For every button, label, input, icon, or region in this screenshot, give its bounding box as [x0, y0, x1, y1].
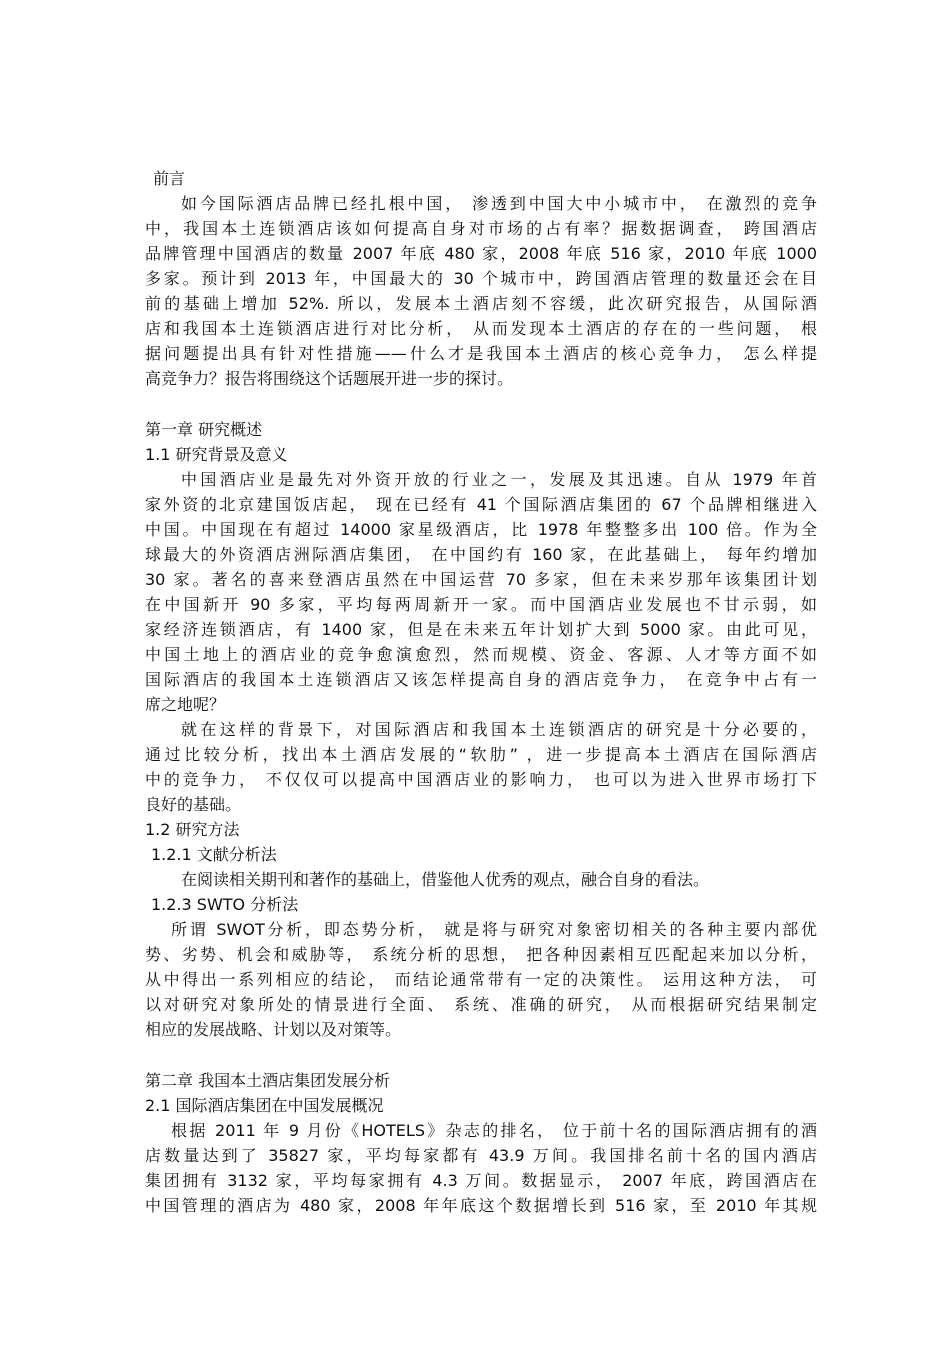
preface-line: 店和我国本土连锁酒店进行对比分析， 从而发现本土酒店的存在的一些问题， 根 — [145, 319, 817, 338]
section-heading: 1.2 研究方法 — [145, 820, 240, 839]
chapter-heading: 第二章 我国本土酒店集团发展分析 — [145, 1071, 391, 1090]
paragraph-line: 国际酒店的我国本土连锁酒店又该怎样提高自身的酒店竞争力， 在竞争中占有一 — [145, 670, 817, 689]
preface-line: 高竞争力？报告将围绕这个话题展开进一步的探讨。 — [145, 369, 514, 388]
preface-line: 据问题提出具有针对性措施——什么才是我国本土酒店的核心竞争力， 怎么样提 — [145, 344, 817, 363]
subsection-heading: 1.2.3 SWTO 分析法 — [151, 895, 299, 914]
paragraph-line: 店数量达到了 35827 家，平均每家都有 43.9 万间。我国排名前十名的国内酒店 — [145, 1146, 817, 1165]
preface-line: 中，我国本土连锁酒店该如何提高自身对市场的占有率？据数据调查， 跨国酒店 — [145, 219, 817, 238]
paragraph-line: 通过比较分析，找出本土酒店发展的“软肋” ，进一步提高本土酒店在国际酒店 — [145, 745, 817, 764]
paragraph-line: 就在这样的背景下，对国际酒店和我国本土连锁酒店的研究是十分必要的， — [181, 720, 817, 739]
paragraph-line: 在阅读相关期刊和著作的基础上，借鉴他人优秀的观点，融合自身的看法。 — [181, 870, 710, 889]
paragraph-line: 以对研究对象所处的情景进行全面、 系统、准确的研究， 从而根据研究结果制定 — [145, 995, 817, 1014]
paragraph-line: 所谓 SWOT分析，即态势分析， 就是将与研究对象密切相关的各种主要内部优 — [171, 920, 817, 939]
paragraph-line: 席之地呢？ — [145, 695, 226, 714]
preface-heading: 前言 — [153, 169, 186, 188]
paragraph-line: 中国管理的酒店为 480 家，2008 年年底这个数据增长到 516 家，至 2010 年其规 — [145, 1196, 817, 1215]
paragraph-line: 在中国新开 90 多家，平均每两周新开一家。而中国酒店业发展也不甘示弱，如 — [145, 595, 817, 614]
section-heading: 1.1 研究背景及意义 — [145, 445, 288, 464]
paragraph-line: 势、劣势、机会和威胁等， 系统分析的思想， 把各种因素相互匹配起来加以分析， — [145, 945, 817, 964]
paragraph-line: 中国土地上的酒店业的竞争愈演愈烈，然而规模、资金、客源、人才等方面不如 — [145, 645, 817, 664]
paragraph-line: 中的竞争力， 不仅仅可以提高中国酒店业的影响力， 也可以为进入世界市场打下 — [145, 770, 817, 789]
paragraph-line: 家外资的北京建国饭店起， 现在已经有 41 个国际酒店集团的 67 个品牌相继进入 — [145, 495, 817, 514]
paragraph-line: 集团拥有 3132 家，平均每家拥有 4.3 万间。数据显示， 2007 年底，跨国酒店在 — [145, 1171, 817, 1190]
paragraph-line: 从中得出一系列相应的结论， 而结论通常带有一定的决策性。 运用这种方法， 可 — [145, 970, 817, 989]
paragraph-line: 球最大的外资酒店洲际酒店集团， 在中国约有 160 家，在此基础上， 每年约增加 — [145, 545, 817, 564]
section-heading: 2.1 国际酒店集团在中国发展概况 — [145, 1096, 384, 1115]
preface-line: 如今国际酒店品牌已经扎根中国， 渗透到中国大中小城市中， 在激烈的竞争 — [181, 194, 817, 213]
paragraph-line: 30 家。著名的喜来登酒店虽然在中国运营 70 多家，但在未来岁那年该集团计划 — [145, 570, 817, 589]
paragraph-line: 良好的基础。 — [145, 795, 242, 814]
paragraph-line: 家经济连锁酒店，有 1400 家，但是在未来五年计划扩大到 5000 家。由此可见， — [145, 620, 817, 639]
paragraph-line: 根据 2011 年 9 月份《HOTELS》杂志的排名， 位于前十名的国际酒店拥有的酒 — [171, 1121, 817, 1140]
spacer — [145, 391, 817, 417]
document-page — [145, 166, 817, 1218]
preface-line: 多家。预计到 2013 年，中国最大的 30 个城市中，跨国酒店管理的数量还会在目 — [145, 269, 817, 288]
paragraph-line: 中国。中国现在有超过 14000 家星级酒店，比 1978 年整整多出 100 倍。作为全 — [145, 520, 817, 539]
paragraph-line: 相应的发展战略、计划以及对策等。 — [145, 1020, 402, 1039]
preface-line: 品牌管理中国酒店的数量 2007 年底 480 家，2008 年底 516 家，2010 年底 1000 — [145, 244, 817, 263]
chapter-heading: 第一章 研究概述 — [145, 420, 263, 439]
subsection-heading: 1.2.1 文献分析法 — [151, 845, 277, 864]
preface-line: 前的基础上增加 52%. 所以，发展本土酒店刻不容缓，此次研究报告，从国际酒 — [145, 294, 817, 313]
spacer — [145, 1042, 817, 1068]
paragraph-line: 中国酒店业是最先对外资开放的行业之一，发展及其迅速。自从 1979 年首 — [181, 470, 817, 489]
